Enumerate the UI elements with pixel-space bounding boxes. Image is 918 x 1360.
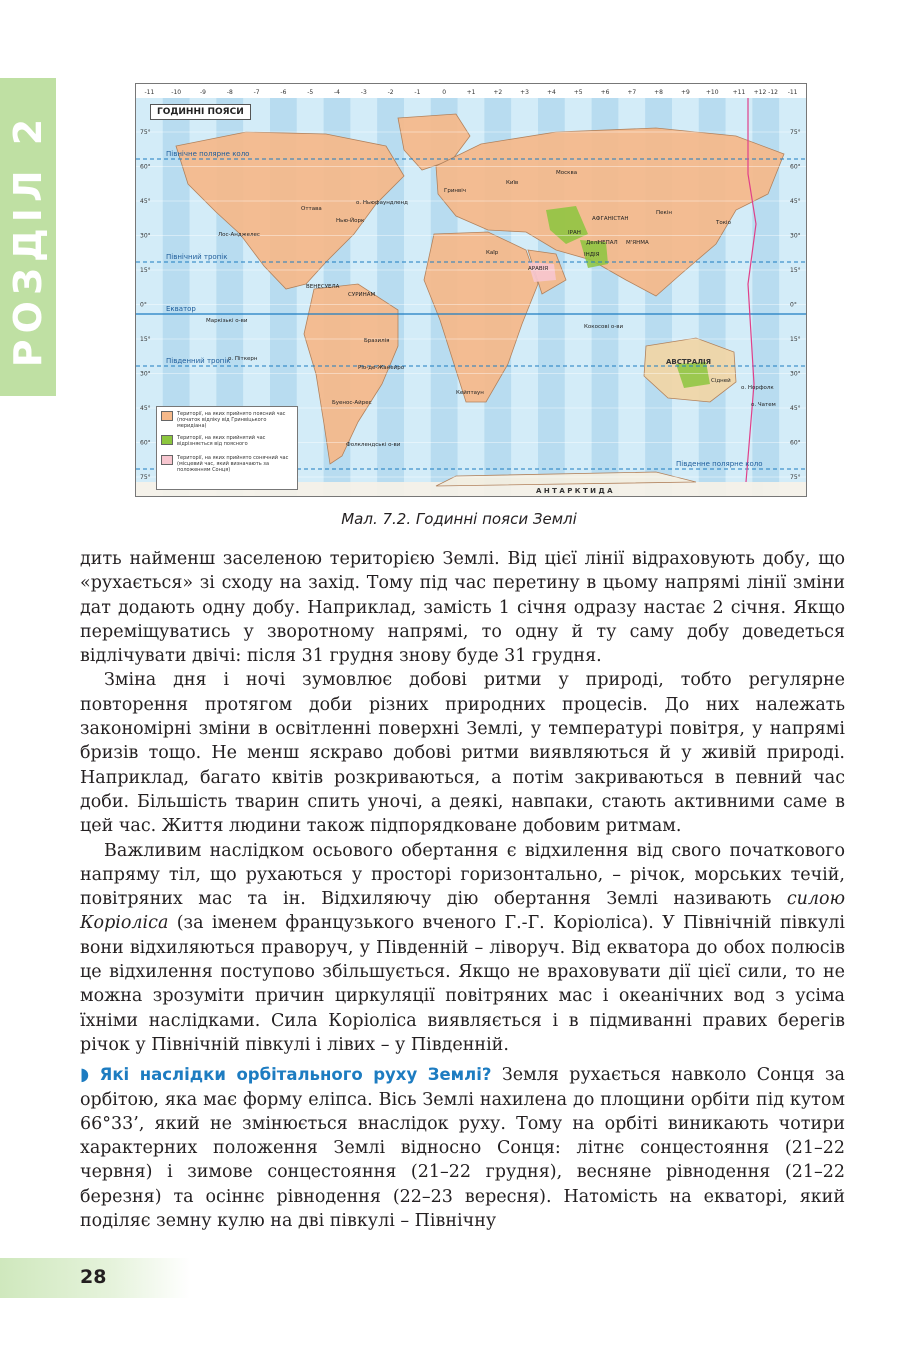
australia-label: АВСТРАЛІЯ — [666, 358, 712, 366]
zone-offset-label: +6 — [600, 89, 610, 96]
place-label: ІРАН — [568, 230, 581, 236]
place-label: о. Піткерн — [228, 356, 258, 362]
zone-offset-label: +7 — [627, 89, 637, 96]
latitude-label: 30° — [140, 370, 151, 378]
zone-offset-label: -7 — [253, 89, 260, 96]
latitude-label: 45° — [140, 405, 151, 412]
latitude-label: 0° — [140, 301, 147, 309]
latitude-label: 75° — [790, 474, 801, 481]
section-tab-label: РОЗДІЛ 2 — [6, 112, 50, 368]
legend-swatch — [161, 411, 173, 421]
zone-offset-label: -10 — [171, 89, 182, 96]
place-label: Нью-Йорк — [336, 218, 365, 224]
arctic-circle-label: Північне полярне коло — [166, 150, 250, 158]
legend-text: Території, на яких прийнято сонячний час (місцевий час, який визначають за положенням Сонця) — [177, 455, 289, 473]
latitude-label: 30° — [790, 232, 801, 240]
map-legend — [156, 406, 298, 490]
map-title: ГОДИННІ ПОЯСИ — [150, 104, 251, 120]
place-label: Лос-Анджелес — [218, 232, 260, 238]
place-label: о. Чатем — [751, 402, 776, 408]
equator-label: Екватор — [166, 305, 196, 313]
zone-offset-label: -9 — [200, 89, 206, 96]
place-label: Москва — [556, 170, 578, 176]
zone-offset-label: +9 — [680, 89, 690, 96]
antarctica-label: А Н Т А Р К Т И Д А — [536, 487, 613, 495]
zone-offset-label: +10 — [705, 89, 719, 96]
latitude-label: 60° — [790, 163, 801, 171]
latitude-label: 75° — [790, 129, 801, 136]
latitude-label: 45° — [790, 405, 801, 412]
place-label: Бразилія — [364, 338, 390, 344]
latitude-label: 15° — [140, 336, 151, 343]
zone-offset-label: +11 — [732, 89, 746, 96]
place-label: Київ — [506, 180, 519, 186]
latitude-label: 15° — [790, 267, 801, 274]
figure-caption: Мал. 7.2. Годинні пояси Землі — [341, 510, 577, 528]
latitude-label: 30° — [790, 370, 801, 378]
latitude-label: 75° — [140, 474, 151, 481]
place-label: Токіо — [716, 220, 731, 226]
paragraph: Зміна дня і ночі зумовлює добові ритми у природі, тобто регулярне повторення протягом доби різних природних процесів. До них належать закономірні зміни в освітленні поверхні Землі, у температурі повітря, у напрямі бризів тощо. Не менш яскраво добові ритми виявляються й у живій природі. Наприклад, багато квітів розкриваються, а потім закриваються в певний час доби. Більшість тварин спить уночі, а деякі, навпаки, стають активними саме в цей час. Життя людини також підпорядковане добовим ритмам. — [80, 670, 845, 837]
place-label: АРАВІЯ — [528, 266, 549, 272]
latitude-label: 15° — [140, 267, 151, 274]
zone-offset-label: +5 — [573, 89, 583, 96]
zone-offset-label: -3 — [360, 89, 367, 96]
latitude-label: 60° — [790, 439, 801, 447]
place-label: ВЕНЕСУЕЛА — [306, 284, 340, 290]
legend-item — [161, 411, 293, 429]
latitude-label: 75° — [140, 129, 151, 136]
tropic-north-label: Північний тропік — [166, 253, 228, 261]
zone-offset-label: -6 — [280, 89, 287, 96]
place-label: Кейптаун — [456, 390, 484, 396]
place-label: Каїр — [486, 250, 499, 256]
latitude-label: 60° — [140, 439, 151, 447]
legend-swatch — [161, 455, 173, 465]
latitude-label: 45° — [140, 198, 151, 205]
coriolis-paragraph — [80, 839, 845, 1058]
zone-offset-label: -1 — [414, 89, 421, 96]
section-side-tab — [0, 78, 56, 396]
place-label: АФГАНІСТАН — [592, 216, 629, 222]
latitude-label: 60° — [140, 163, 151, 171]
antarctic-circle-label: Південне полярне коло — [676, 460, 763, 468]
zone-offset-label: +8 — [654, 89, 664, 96]
zone-offset-label: -4 — [334, 89, 340, 96]
latitude-label: 45° — [790, 198, 801, 205]
place-label: Делі — [586, 240, 599, 246]
main-text — [80, 547, 845, 1233]
zone-offset-label: +4 — [546, 89, 556, 96]
place-label: М'ЯНМА — [626, 240, 649, 246]
latitude-label: 0° — [790, 301, 797, 309]
place-label: Кокосові о-ви — [584, 324, 624, 330]
place-label: НЕПАЛ — [598, 240, 618, 246]
zone-offset-label: +2 — [493, 89, 503, 96]
place-label: Маркізькі о-ви — [206, 318, 248, 324]
paragraph: дить найменш заселеною територією Землі. Від цієї лінії відраховують добу, що «рухається» зі сходу на захід. Тому під час перетину в цьому напрямі лінії зміни дат додають одну добу. Наприклад, замість 1 січня одразу настає 2 січня. Якщо переміщуватись у зворотному напрямі, то одну й ту саму добу доведеться відлічувати двічі: після 31 грудня знову буде 31 грудня. — [80, 549, 845, 667]
latitude-label: 15° — [790, 336, 801, 343]
place-label: СУРИНАМ — [348, 292, 376, 298]
zone-offset-label: +3 — [520, 89, 530, 96]
legend-text: Території, на яких прийнято поясний час (початок відліку від Гринвіцького меридіана) — [177, 411, 286, 429]
time-zones-map — [135, 83, 807, 497]
coriolis-text-before: Важливим наслідком осьового обертання є відхилення від свого початкового напряму тіл, що рухаються у просторі горизонтально, – річок, морських течій, повітряних мас та ін. Відхиляючу дію обертання Землі називають — [80, 840, 845, 910]
place-label: Буенос-Айрес — [332, 400, 372, 406]
zone-offset-label: -2 — [387, 89, 394, 96]
place-label: о. Норфолк — [741, 385, 774, 391]
legend-item — [161, 455, 293, 473]
zone-offset-label: +12 -12 — [753, 89, 778, 96]
zone-offset-label: -11 — [144, 89, 155, 96]
question-heading: Які наслідки орбітального руху Землі? — [99, 1065, 492, 1085]
legend-text: Території, на яких прийнятий час відрізняється від поясного — [177, 435, 266, 447]
place-label: Оттава — [301, 206, 322, 212]
place-label: Ріо-де-Жанейро — [358, 365, 405, 371]
place-label: о. Ньюфаундленд — [356, 200, 408, 206]
place-label: Сідней — [711, 378, 731, 384]
orbital-text: Земля рухається навколо Сонця за орбітою, яка має форму еліпса. Вісь Землі нахилена до площини орбіти під кутом 66°33’, який не змінюється внаслідок руху. Тому на орбіті виникають чотири характерних положення Землі відносно Сонця: літнє сонцестояння (21–22 червня) і зимове сонцестояння (21–22 грудня), весняне рівнодення (21–22 березня) та осіннє рівнодення (22–23 вересня). Натомість на екваторі, який поділяє земну кулю на дві півкулі – Північну — [80, 1065, 845, 1232]
orbital-paragraph — [80, 1063, 845, 1233]
legend-item — [161, 435, 293, 447]
question-marker-icon: ◗ — [80, 1065, 90, 1086]
zone-offset-label: 0 — [442, 89, 447, 96]
zone-offset-label: -11 — [787, 89, 798, 96]
place-label: Фолклендські о-ви — [346, 442, 401, 448]
latitude-label: 30° — [140, 232, 151, 240]
zone-stripe — [779, 98, 806, 496]
coriolis-term: силою Коріоліса — [80, 889, 845, 934]
zone-offset-label: +1 — [466, 89, 476, 96]
place-label: Гринвіч — [444, 188, 467, 194]
page-number: 28 — [80, 1266, 107, 1288]
coriolis-text-after: (за іменем французького вченого Г.-Г. Коріоліса). У Північній півкулі вони відхиляються праворуч, у Південній – ліворуч. Від екватора до обох полюсів це відхилення поступово збільшується. Якщо не враховувати дії цієї сили, то не можна зрозуміти причин циркуляції повітряних мас і океанічних вод з усіма їхніми наслідками. Сила Коріоліса виявляється і в підмиванні правих берегів річок у Північній півкулі і лівих – у Південній. — [80, 913, 845, 1055]
zone-offset-label: -8 — [226, 89, 233, 96]
place-label: ІНДІЯ — [584, 252, 600, 258]
place-label: Пекін — [656, 210, 672, 216]
legend-swatch — [161, 435, 173, 445]
tropic-south-label: Південний тропік — [166, 357, 231, 365]
zone-offset-label: -5 — [307, 89, 314, 96]
